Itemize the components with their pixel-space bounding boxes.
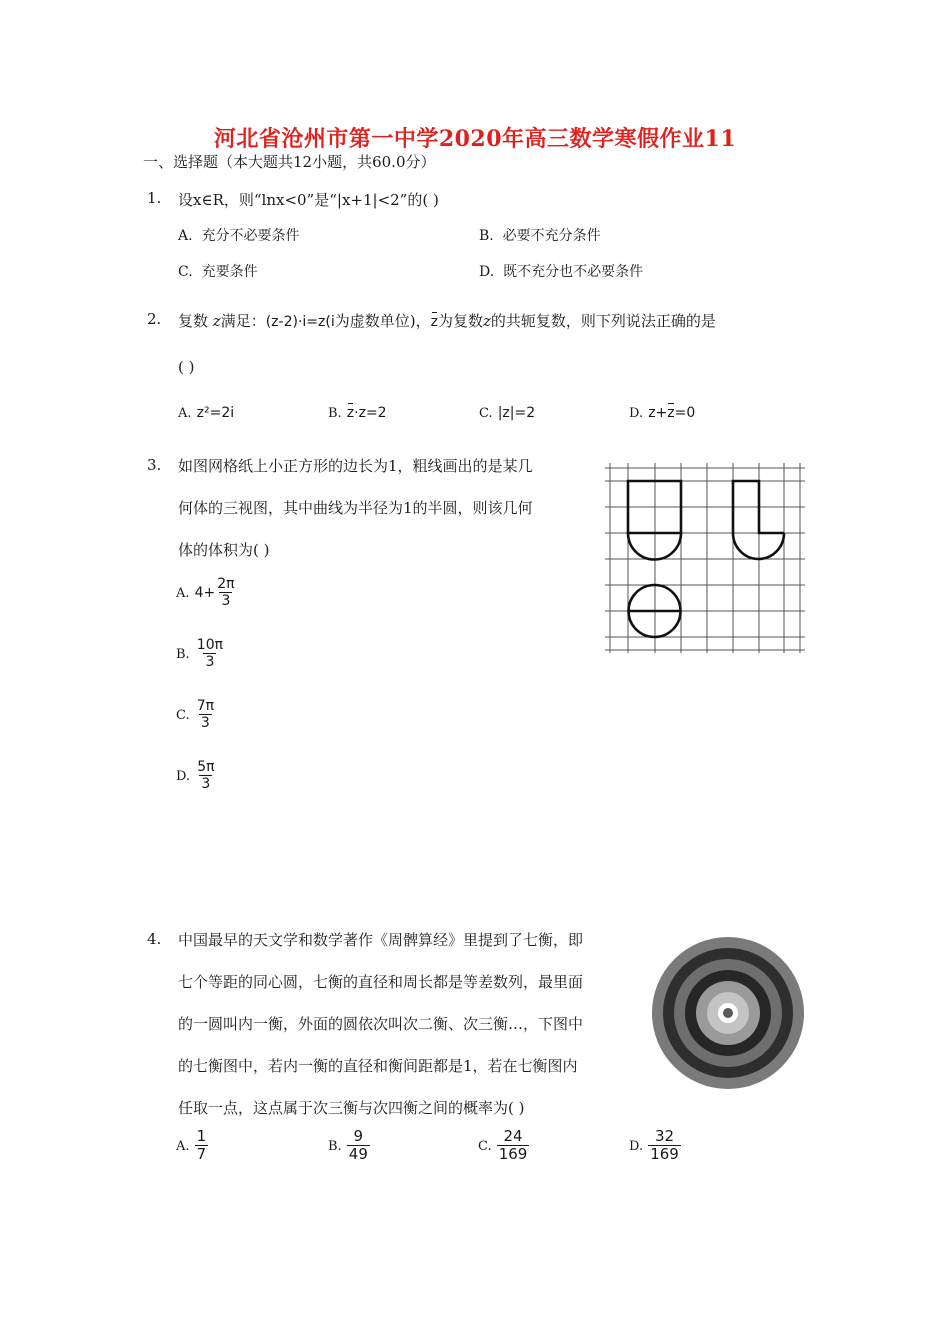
option-label: D. [629, 406, 644, 421]
q2-text-part: 满足： [220, 312, 266, 330]
option-fraction [648, 1128, 681, 1163]
q2-text-part: 的共轭复数，则下列说法正确的是 [490, 312, 716, 330]
q4-option-b[interactable] [328, 1128, 370, 1163]
q4-number: 4. [147, 930, 162, 948]
q1-number: 1. [147, 189, 162, 207]
fraction-denominator: 7 [196, 1145, 207, 1163]
q2-option-b[interactable] [328, 402, 387, 421]
option-label: B. [328, 406, 342, 421]
q3-option-b[interactable] [176, 637, 225, 670]
fraction-numerator: 5π [197, 759, 215, 775]
q2-text-part: 为虚数单位)， [334, 312, 431, 330]
option-label: B. [328, 1139, 342, 1154]
q3-line: 体的体积为( ) [178, 541, 270, 559]
option-text: 充要条件 [201, 264, 258, 280]
q2-text [178, 310, 716, 331]
fraction-denominator: 3 [201, 776, 211, 792]
q2-var-z: z [482, 312, 491, 330]
q1-text: 设x∈R，则“lnx<0”是“|x+1|<2”的( ) [178, 191, 439, 209]
page-title: 河北省沧州市第一中学2020年高三数学寒假作业11 [213, 126, 737, 152]
option-fraction [347, 1128, 370, 1163]
q4-line: 的七衡图中，若内一衡的直径和衡间距都是1，若在七衡图内 [178, 1057, 578, 1075]
fraction-denominator: 3 [221, 593, 231, 609]
q3-option-a[interactable] [176, 576, 237, 609]
q2-formula: (z-2)·i=z(i [265, 314, 335, 330]
q2-number: 2. [147, 310, 162, 328]
q4-option-d[interactable] [629, 1128, 681, 1163]
option-label: C. [176, 708, 190, 723]
q3-text [178, 445, 533, 571]
option-conjugate: z [346, 405, 355, 421]
fraction-denominator: 169 [498, 1145, 528, 1163]
q1-option-d[interactable] [479, 261, 643, 281]
option-label: D. [176, 769, 191, 784]
fraction-numerator: 2π [217, 576, 235, 592]
option-text: |z|=2 [497, 405, 536, 421]
option-text: 必要不充分条件 [502, 228, 601, 244]
option-conjugate: z [667, 405, 675, 421]
option-text: =0 [674, 405, 696, 421]
option-text: ·z=2 [354, 405, 387, 421]
q4-option-a[interactable] [176, 1128, 208, 1163]
fraction-numerator: 32 [654, 1127, 675, 1145]
q2-text-part: 复数 [178, 312, 209, 330]
option-label: D. [629, 1139, 644, 1154]
q3-number: 3. [147, 456, 162, 474]
option-label: A. [176, 1139, 190, 1154]
q4-text [178, 919, 583, 1129]
fraction-numerator: 1 [196, 1127, 207, 1145]
option-fraction [195, 759, 216, 792]
q2-paren: ( ) [178, 358, 195, 376]
fraction-numerator: 24 [503, 1127, 523, 1145]
q2-var-z: z [212, 312, 221, 330]
option-label: B. [479, 228, 494, 244]
q3-line: 何体的三视图，其中曲线为半径为1的半圆，则该几何 [178, 499, 533, 517]
fraction-numerator: 7π [196, 698, 215, 714]
q3-option-d[interactable] [176, 759, 217, 792]
fraction-numerator: 10π [196, 637, 224, 653]
option-prefix: 4+ [194, 585, 216, 601]
q4-line: 七个等距的同心圆，七衡的直径和周长都是等差数列，最里面 [178, 973, 584, 991]
fraction-denominator: 3 [200, 715, 210, 731]
q1-option-a[interactable] [178, 225, 299, 245]
q4-line: 任取一点，这点属于次三衡与次四衡之间的概率为( ) [178, 1099, 525, 1117]
fraction-numerator: 9 [353, 1127, 364, 1145]
option-label: D. [479, 264, 495, 280]
fraction-denominator: 3 [205, 654, 215, 670]
q2-option-c[interactable] [479, 402, 535, 421]
option-label: A. [178, 228, 193, 244]
option-label: A. [176, 586, 190, 601]
option-label: A. [178, 406, 192, 421]
grid-lines [605, 463, 805, 653]
seven-heng-figure [650, 935, 806, 1091]
q4-line: 的一圆叫内一衡，外面的圆依次叫次二衡、次三衡…，下图中 [178, 1015, 584, 1033]
option-label: B. [176, 647, 190, 662]
q1-option-b[interactable] [479, 225, 601, 245]
option-label: C. [478, 1139, 492, 1154]
q2-option-a[interactable] [178, 402, 234, 421]
option-label: C. [479, 406, 493, 421]
option-label: C. [178, 264, 193, 280]
q4-option-c[interactable] [478, 1128, 529, 1163]
option-text: 既不充分也不必要条件 [503, 264, 644, 280]
section-heading: 一、选择题（本大题共12小题，共60.0分） [143, 153, 436, 171]
q1-option-c[interactable] [178, 261, 258, 281]
option-text: z²=2i [196, 405, 235, 421]
q4-line: 中国最早的天文学和数学著作《周髀算经》里提到了七衡，即 [178, 931, 584, 949]
option-fraction [195, 1128, 209, 1163]
fraction-denominator: 49 [348, 1145, 368, 1163]
q3-line: 如图网格纸上小正方形的边长为1，粗线画出的是某几 [178, 457, 533, 475]
option-fraction [215, 576, 236, 609]
q2-option-d[interactable] [629, 402, 695, 421]
q3-option-c[interactable] [176, 698, 216, 731]
option-text: z+ [648, 405, 668, 421]
option-fraction [195, 637, 225, 670]
fraction-denominator: 169 [650, 1145, 679, 1163]
three-view-figure [600, 458, 810, 658]
option-fraction [195, 698, 216, 731]
q2-text-part: 为复数 [437, 312, 483, 330]
option-text: 充分不必要条件 [201, 228, 300, 244]
center-dot [723, 1008, 733, 1018]
q2-conjugate-z: z [430, 314, 438, 330]
option-fraction [497, 1128, 530, 1163]
